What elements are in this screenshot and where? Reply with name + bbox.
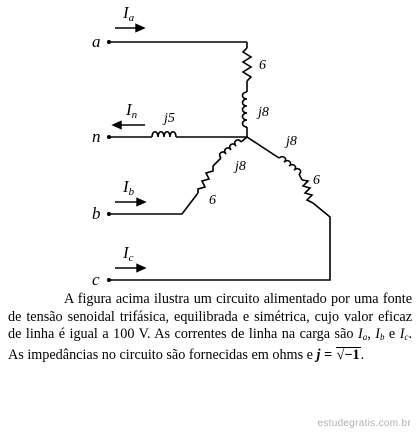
current-ia: $I_a$ [357, 326, 368, 342]
wire-c-mid [299, 174, 302, 180]
arrow-c-head [137, 265, 145, 272]
impedance-b-reactance: j8 [235, 159, 246, 174]
node-label-n: n [92, 127, 101, 146]
resistor-c [302, 180, 313, 203]
arrow-n-head [113, 122, 121, 129]
arrow-b-head [137, 199, 145, 206]
terminal-c [107, 278, 111, 282]
period: . [360, 346, 365, 363]
arrow-a-head [136, 25, 144, 32]
node-label-b: b [92, 204, 101, 223]
separator: , [367, 326, 376, 342]
impedance-c-reactance: j8 [286, 134, 297, 149]
statement-text: . As impedâncias no circuito são fornecidas em ohms e [8, 326, 412, 363]
current-label-n: In [126, 100, 138, 121]
current-label-b: Ib [123, 177, 135, 198]
terminal-b [107, 212, 111, 216]
inductor-n [152, 132, 176, 137]
wire-b [109, 193, 198, 214]
current-ib: $I_b$ [375, 326, 385, 342]
impedance-a-reactance: j8 [258, 105, 269, 120]
impedance-c-resistance: 6 [313, 173, 320, 188]
impedance-a-resistance: 6 [259, 58, 266, 73]
statement-text: A figura acima ilustra um circuito alimentado por uma fonte de tensão senoidal trifásica, equilibrada e simétrica, cujo valor eficaz de linha é igual a 100 V. As correntes de linha na carga são [8, 291, 412, 342]
node-label-c: c [92, 270, 100, 289]
inductor-b [220, 140, 241, 158]
wire-b-mid [213, 158, 221, 166]
sqrt-minus-one: √−1 [336, 346, 360, 363]
resistor-a [243, 48, 251, 81]
inductor-a [243, 92, 248, 127]
current-label-a: Ia [123, 3, 135, 24]
problem-statement [8, 291, 412, 364]
impedance-b-resistance: 6 [209, 193, 216, 208]
j-definition: j = [316, 346, 336, 363]
current-label-c: Ic [123, 243, 134, 264]
watermark: estudegratis.com.br [317, 418, 411, 429]
impedance-n-reactance: j5 [164, 111, 175, 126]
inductor-c [279, 157, 301, 174]
separator: e [384, 326, 400, 342]
wire-star-c [247, 137, 279, 158]
node-label-a: a [92, 32, 101, 51]
current-ic: $I_c$ [399, 326, 409, 342]
resistor-b [198, 166, 213, 193]
terminal-a [107, 40, 111, 44]
terminal-n [107, 135, 111, 139]
